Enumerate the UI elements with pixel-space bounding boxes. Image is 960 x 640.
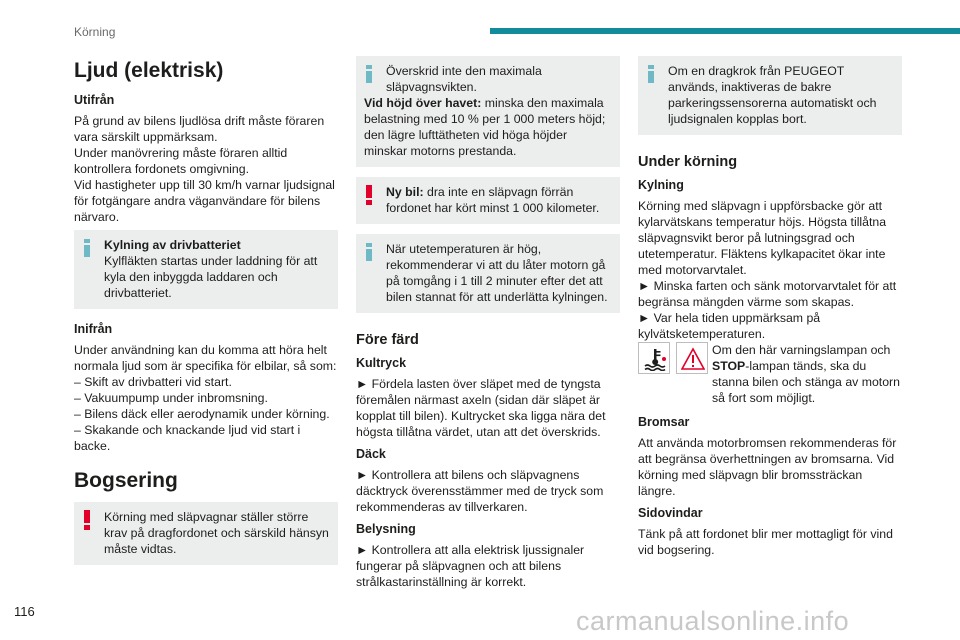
paragraph: Körning med släpvagn i uppförsbacke gör att kylarvätskans temperatur höjs. Högsta tillåtna släpvagnsvikt beror på lutningsgrad och utetemperatur. Fläktens kylkapacitet ökar inte med motorvarvtalet.	[638, 199, 887, 277]
info-box-text: minska den maximala belastning med 10 % per 1 000 meters höjd; den lägre lufttätheten vid höga höjder minskar motorns prestanda.	[364, 96, 606, 158]
warning-icon	[366, 185, 372, 205]
warning-icon	[84, 510, 90, 530]
info-box-text: Om en dragkrok från PEUGEOT används, inaktiveras de bakre parkeringssensorerna automatiskt och ljudsignalen kopplas bort.	[668, 64, 877, 126]
lamp-text: Om den här varningslampan och	[712, 343, 891, 357]
list-item: – Bilens däck eller aerodynamik under körning.	[74, 407, 330, 421]
warning-box-new-car	[356, 177, 620, 224]
section-title-sound: Ljud (elektrisk)	[74, 59, 224, 82]
info-box-text: När utetemperaturen är hög, rekommenderar vi att du låter motorn gå på tomgång i 1 till 2 minuter efter det att bilen stannat för att underlätta kylningen.	[386, 242, 608, 304]
heading-side-winds: Sidovindar	[638, 506, 703, 520]
info-icon	[366, 243, 372, 261]
warning-box-towing	[74, 502, 338, 565]
lamp-text: -lampan tänds, ska du stanna bilen och stänga av motorn så fort som möjligt.	[712, 359, 900, 405]
paragraph: Under användning kan du komma att höra helt normala ljud som är specifika för elbilar, så som:	[74, 343, 337, 373]
heading-cooling: Kylning	[638, 178, 684, 192]
warning-box-text	[364, 184, 612, 216]
heading-kultryck: Kultryck	[356, 356, 407, 370]
bold-label: Vid höjd över havet:	[364, 96, 482, 110]
page-number: 116	[14, 604, 35, 619]
paragraph: Att använda motorbromsen rekommenderas för att begränsa överhettningen av bromsarna. Vid körning med släpvagn blir bromssträckan längre.	[638, 436, 897, 498]
heading-lighting: Belysning	[356, 522, 416, 536]
column-1	[74, 54, 338, 575]
list-item: – Skakande och knackande ljud vid start i backe.	[74, 423, 301, 453]
heading-while-driving: Under körning	[638, 154, 738, 170]
header-accent-bar	[490, 28, 960, 34]
info-box-text: Kylfläkten startas under laddning för att kyla den inbyggda laddaren och drivbatteriet.	[104, 254, 318, 300]
stop-label: STOP	[712, 359, 746, 373]
list-item: ► Minska farten och sänk motorvarvtalet för att begränsa mängden värme som skapas.	[638, 279, 897, 309]
coolant-temperature-icon	[638, 342, 670, 374]
column-3	[638, 54, 902, 563]
paragraph: Tänk på att fordonet blir mer mottagligt för vind vid bogsering.	[638, 527, 893, 557]
info-box-idle	[356, 234, 620, 313]
column-2	[356, 54, 620, 595]
warning-lamp-note	[638, 342, 902, 406]
warning-lamps	[638, 342, 708, 374]
paragraph: Vid hastigheter upp till 30 km/h varnar ljudsignal för fotgängare andra väganvändare för bilens närvaro.	[74, 178, 335, 224]
list-item: ► Var hela tiden uppmärksam på kylvätsketemperaturen.	[638, 311, 821, 341]
info-icon	[366, 65, 372, 83]
info-box-title: Kylning av drivbatteriet	[104, 238, 241, 252]
watermark: carmanualsonline.info	[576, 606, 850, 636]
list-item: – Vakuumpump under inbromsning.	[74, 391, 268, 405]
info-box-trailer-weight	[356, 56, 620, 167]
info-box-text: Överskrid inte den maximala släpvagnsvikten.	[386, 64, 542, 94]
paragraph: ► Fördela lasten över släpet med de tyngsta föremålen närmast axeln (sidan där släpet är kopplat till bilen). Kultrycket ska ligga nära det högsta tillåtna värdet, utan att det överskrids.	[356, 377, 606, 439]
chapter-title: Körning	[74, 25, 116, 39]
paragraph: ► Kontrollera att alla elektrisk ljussignaler fungerar på släpvagnen och att bilens strålkastarinställning är korrekt.	[356, 543, 585, 589]
paragraph: Under manövrering måste föraren alltid kontrollera fordonets omgivning.	[74, 146, 288, 176]
paragraph: ► Kontrollera att bilens och släpvagnens däcktryck överensstämmer med de tryck som rekommenderas av tillverkaren.	[356, 468, 604, 514]
stop-warning-icon	[676, 342, 708, 374]
paragraph: På grund av bilens ljudlösa drift måste föraren vara särskilt uppmärksam.	[74, 114, 325, 144]
warning-box-text: Körning med släpvagnar ställer större krav på dragfordonet och särskild hänsyn måste vidtas.	[104, 510, 329, 556]
list-item: – Skift av drivbatteri vid start.	[74, 375, 232, 389]
heading-outside: Utifrån	[74, 93, 115, 107]
section-title-towing: Bogsering	[74, 469, 178, 492]
info-box-towbar	[638, 56, 902, 135]
heading-tyres: Däck	[356, 447, 386, 461]
warning-text: dra inte en släpvagn förrän fordonet har kört minst 1 000 kilometer.	[386, 185, 600, 215]
heading-inside: Inifrån	[74, 322, 113, 336]
info-box-battery-cooling	[74, 230, 338, 309]
heading-brakes: Bromsar	[638, 415, 690, 429]
info-icon	[84, 239, 90, 257]
info-icon	[648, 65, 654, 83]
bold-label: Ny bil:	[386, 185, 424, 199]
heading-before-driving: Före färd	[356, 332, 419, 348]
page-header	[0, 0, 960, 40]
info-box-text-altitude	[364, 95, 612, 159]
